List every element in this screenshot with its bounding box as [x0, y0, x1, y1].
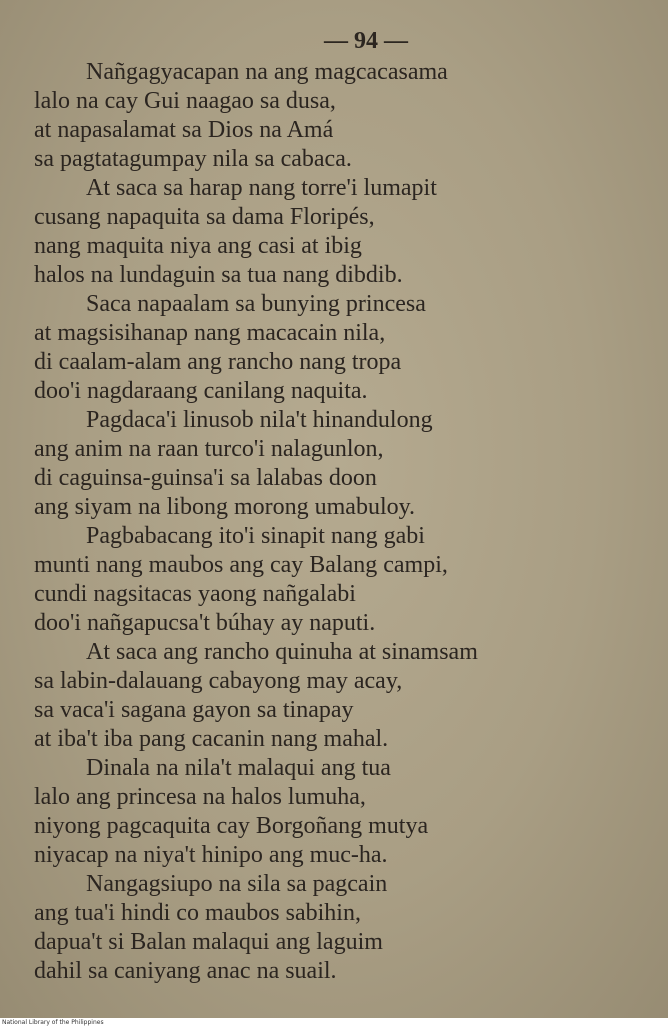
verse-line: at iba't iba pang cacanin nang mahal.: [34, 726, 389, 752]
stanza: [34, 406, 634, 522]
verse-line: ang anim na raan turco'i nalagunlon,: [34, 436, 384, 462]
verse-line: ang siyam na libong morong umabuloy.: [34, 494, 416, 520]
stanza: [34, 522, 634, 638]
stanza: [34, 638, 634, 754]
footer-credit: National Library of the Philippines: [0, 1018, 668, 1028]
verse-line: munti nang maubos ang cay Balang campi,: [34, 552, 448, 578]
verse-line: lalo ang princesa na halos lumuha,: [34, 784, 366, 810]
verse-line: doo'i nagdaraang canilang naquita.: [34, 378, 368, 404]
verse-line: Pagbabacang ito'i sinapit nang gabi: [86, 523, 425, 549]
stanza: [34, 870, 634, 986]
verse-line: di caguinsa-guinsa'i sa lalabas doon: [34, 465, 377, 491]
verse-line: At saca ang rancho quinuha at sinamsam: [86, 639, 478, 665]
verse-line: cundi nagsitacas yaong nañgalabi: [34, 581, 356, 607]
verse-line: halos na lundaguin sa tua nang dibdib.: [34, 262, 403, 288]
stanza: [34, 58, 634, 174]
verse-line: cusang napaquita sa dama Floripés,: [34, 204, 375, 230]
verse-line: sa labin-dalauang cabayong may acay,: [34, 668, 403, 694]
verse-line: Saca napaalam sa bunying princesa: [86, 291, 426, 317]
verse-line: sa vaca'i sagana gayon sa tinapay: [34, 697, 354, 723]
verse-line: Nañgagyacapan na ang magcacasama: [86, 59, 448, 85]
verse-line: Pagdaca'i linusob nila't hinandulong: [86, 407, 433, 433]
verse-line: sa pagtatagumpay nila sa cabaca.: [34, 146, 352, 172]
verse-line: ang tua'i hindi co maubos sabihin,: [34, 900, 361, 926]
verse-line: at napasalamat sa Dios na Amá: [34, 117, 334, 143]
verse-line: Nangagsiupo na sila sa pagcain: [86, 871, 388, 897]
page-number: — 94 —: [324, 28, 408, 54]
verse-line: doo'i nañgapucsa't búhay ay naputi.: [34, 610, 376, 636]
verse-line: niyacap na niya't hinipo ang muc-ha.: [34, 842, 388, 868]
verse-line: dapua't si Balan malaqui ang laguim: [34, 929, 383, 955]
stanza: [34, 174, 634, 290]
verse-line: At saca sa harap nang torre'i lumapit: [86, 175, 437, 201]
poem-text: [34, 58, 634, 986]
stanza: [34, 290, 634, 406]
verse-line: niyong pagcaquita cay Borgoñang mutya: [34, 813, 429, 839]
stanza: [34, 754, 634, 870]
verse-line: Dinala na nila't malaqui ang tua: [86, 755, 391, 781]
verse-line: dahil sa caniyang anac na suail.: [34, 958, 337, 984]
verse-line: nang maquita niya ang casi at ibig: [34, 233, 362, 259]
verse-line: at magsisihanap nang macacain nila,: [34, 320, 386, 346]
verse-line: di caalam-alam ang rancho nang tropa: [34, 349, 402, 375]
verse-line: lalo na cay Gui naagao sa dusa,: [34, 88, 336, 114]
